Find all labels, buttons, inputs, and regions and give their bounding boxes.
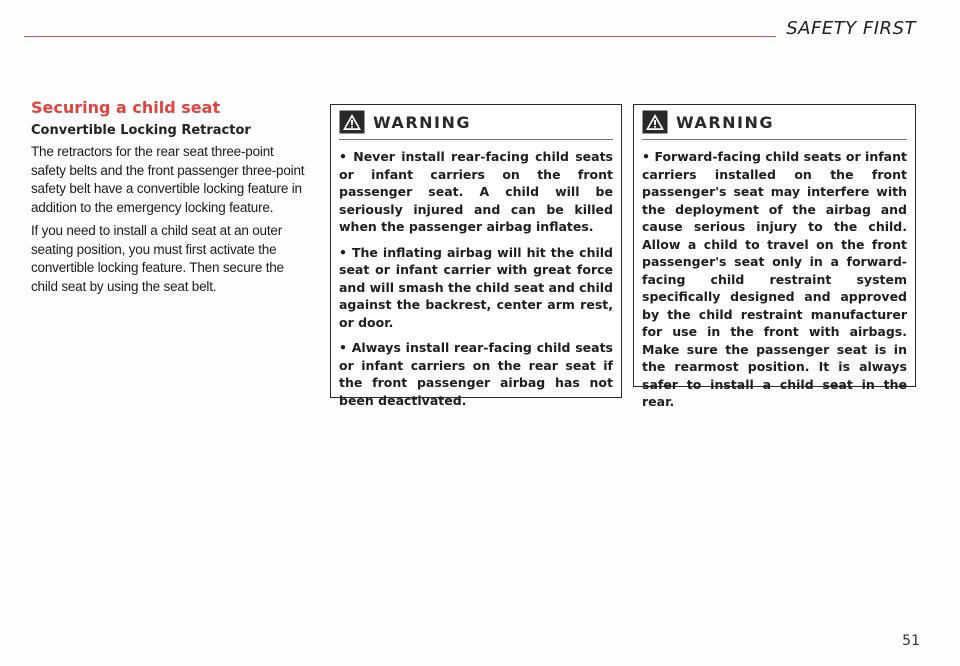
warning-header [331, 105, 621, 139]
warning-item: • Never install rear-facing child seats or infant carriers on the front passenger seat. A child will be seriously injured and can be killed when the passenger airbag inflates. [339, 149, 613, 234]
body-paragraph: If you need to install a child seat at an outer seating position, you must first activate the convertible locking feature. Then secure the child seat by using the seat belt. [31, 223, 284, 294]
warning-item: • The inflating airbag will hit the child seat or infant carrier with great force and will smash the child seat and child against the backrest, center arm rest, or door. [339, 244, 613, 330]
page-number: 51 [902, 633, 920, 649]
warning-body [634, 140, 915, 411]
page-heading: Securing a child seat [31, 98, 221, 117]
warning-triangle-icon [339, 110, 365, 134]
warning-title: WARNING [373, 112, 471, 132]
warning-box [330, 104, 622, 408]
header-rule [24, 36, 776, 37]
section-title: SAFETY FIRST [786, 18, 916, 39]
warning-body [331, 140, 621, 409]
warning-triangle-icon [642, 110, 668, 134]
warning-item: • Always install rear-facing child seats or infant carriers on the rear seat if the front passenger airbag has not been deactivated. [339, 340, 613, 408]
main-column [31, 98, 309, 301]
body-paragraph: The retractors for the rear seat three-point safety belts and the front passenger three-point safety belt have a convertible locking feature in addition to the emergency locking feature. [31, 144, 305, 215]
warning-box [633, 104, 916, 409]
warning-title: WARNING [676, 112, 774, 132]
subheading: Convertible Locking Retractor [31, 123, 251, 138]
warning-item: • Forward-facing child seats or infant carriers installed on the front passenger's seat may interfere with the deployment of the airbag and cause serious injury to the child. Allow a child to travel on the front passenger's seat only in a forward-facing child restraint system specifically designed and approved by the child restraint manufacturer for use in the front with airbags. Make sure the passenger seat is in the rearmost position. It is always safer to install a child seat in the rear. [642, 149, 907, 409]
warning-header [634, 105, 915, 139]
